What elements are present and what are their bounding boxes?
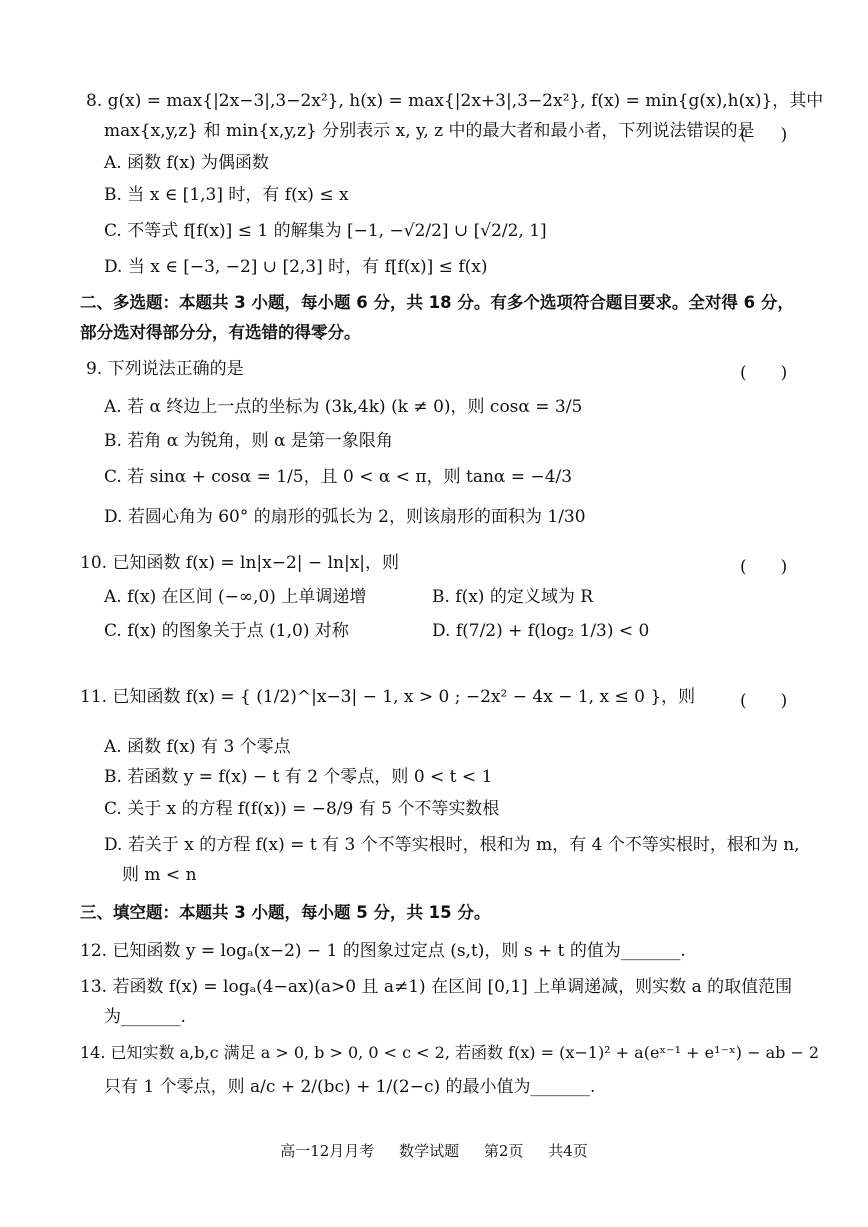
q9-option-b: B. 若角 α 为锐角，则 α 是第一象限角: [104, 431, 393, 451]
page-footer: [0, 1140, 868, 1161]
q11-answer-paren: ( ): [740, 691, 788, 711]
q10-option-c: C. f(x) 的图象关于点 (1,0) 对称: [104, 621, 349, 641]
footer-total-pages: 共4页: [548, 1142, 588, 1160]
q13-stem-line1: 13. 若函数 f(x) = logₐ(4−ax)(a>0 且 a≠1) 在区间 [0,1] 上单调递减，则实数 a 的取值范围: [80, 977, 793, 997]
section2-heading-line1: 二、多选题：本题共 3 小题，每小题 6 分，共 18 分。有多个选项符合题目要求。全对得 6 分，: [80, 293, 794, 312]
q10-answer-paren: ( ): [740, 557, 788, 577]
section2-heading-line2: 部分选对得部分分，有选错的得零分。: [80, 323, 361, 342]
q8-answer-paren: ( ): [740, 125, 788, 145]
q11-stem: 11. 已知函数 f(x) = { (1/2)^|x−3| − 1, x > 0 ; −2x² − 4x − 1, x ≤ 0 }，则: [80, 687, 696, 707]
q9-answer-paren: ( ): [740, 363, 788, 383]
footer-page-number: 第2页: [483, 1142, 524, 1160]
q9-option-c: C. 若 sinα + cosα = 1/5，且 0 < α < π，则 tanα = −4/3: [104, 467, 573, 487]
q10-option-a: A. f(x) 在区间 (−∞,0) 上单调递增: [104, 587, 367, 607]
q11-option-d-line1: D. 若关于 x 的方程 f(x) = t 有 3 个不等实根时，根和为 m，有 4 个不等实根时，根和为 n,: [104, 835, 800, 855]
section3-heading: 三、填空题：本题共 3 小题，每小题 5 分，共 15 分。: [80, 903, 491, 922]
q11-option-d-line2: 则 m < n: [122, 865, 197, 885]
q8-stem-line2: max{x,y,z} 和 min{x,y,z} 分别表示 x, y, z 中的最大者和最小者，下列说法错误的是: [104, 121, 755, 141]
q14-stem-line1: 14. 已知实数 a,b,c 满足 a > 0, b > 0, 0 < c < 2, 若函数 f(x) = (x−1)² + a(eˣ⁻¹ + e¹⁻ˣ) − ab − 2: [80, 1043, 820, 1062]
q8-option-c: C. 不等式 f[f(x)] ≤ 1 的解集为 [−1, −√2/2] ∪ [√2/2, 1]: [104, 221, 547, 241]
q13-stem-line2: 为_______.: [104, 1007, 186, 1027]
q9-stem: 9. 下列说法正确的是: [86, 359, 244, 379]
footer-exam-name: 高一12月月考: [280, 1142, 375, 1160]
q11-option-c: C. 关于 x 的方程 f(f(x)) = −8/9 有 5 个不等实数根: [104, 799, 500, 819]
q14-stem-line2: 只有 1 个零点，则 a/c + 2/(bc) + 1/(2−c) 的最小值为_______.: [104, 1077, 596, 1097]
q8-option-d: D. 当 x ∈ [−3, −2] ∪ [2,3] 时，有 f[f(x)] ≤ f(x): [104, 257, 488, 277]
q10-stem: 10. 已知函数 f(x) = ln|x−2| − ln|x|，则: [80, 553, 400, 573]
q8-option-a: A. 函数 f(x) 为偶函数: [104, 153, 270, 173]
footer-subject: 数学试题: [399, 1142, 460, 1160]
q9-option-d: D. 若圆心角为 60° 的扇形的弧长为 2，则该扇形的面积为 1/30: [104, 507, 586, 527]
q10-option-b: B. f(x) 的定义域为 R: [432, 587, 594, 607]
q11-option-b: B. 若函数 y = f(x) − t 有 2 个零点，则 0 < t < 1: [104, 767, 493, 787]
q10-option-d: D. f(7/2) + f(log₂ 1/3) < 0: [432, 621, 650, 641]
q8-option-b: B. 当 x ∈ [1,3] 时，有 f(x) ≤ x: [104, 185, 349, 205]
q11-option-a: A. 函数 f(x) 有 3 个零点: [104, 737, 291, 757]
q12-stem: 12. 已知函数 y = logₐ(x−2) − 1 的图象过定点 (s,t)，则 s + t 的值为_______.: [80, 941, 686, 961]
q9-option-a: A. 若 α 终边上一点的坐标为 (3k,4k) (k ≠ 0)，则 cosα = 3/5: [104, 397, 583, 417]
q8-stem-line1: 8. g(x) = max{|2x−3|,3−2x²}, h(x) = max{|2x+3|,3−2x²}, f(x) = min{g(x),h(x)}，其中: [86, 91, 824, 111]
